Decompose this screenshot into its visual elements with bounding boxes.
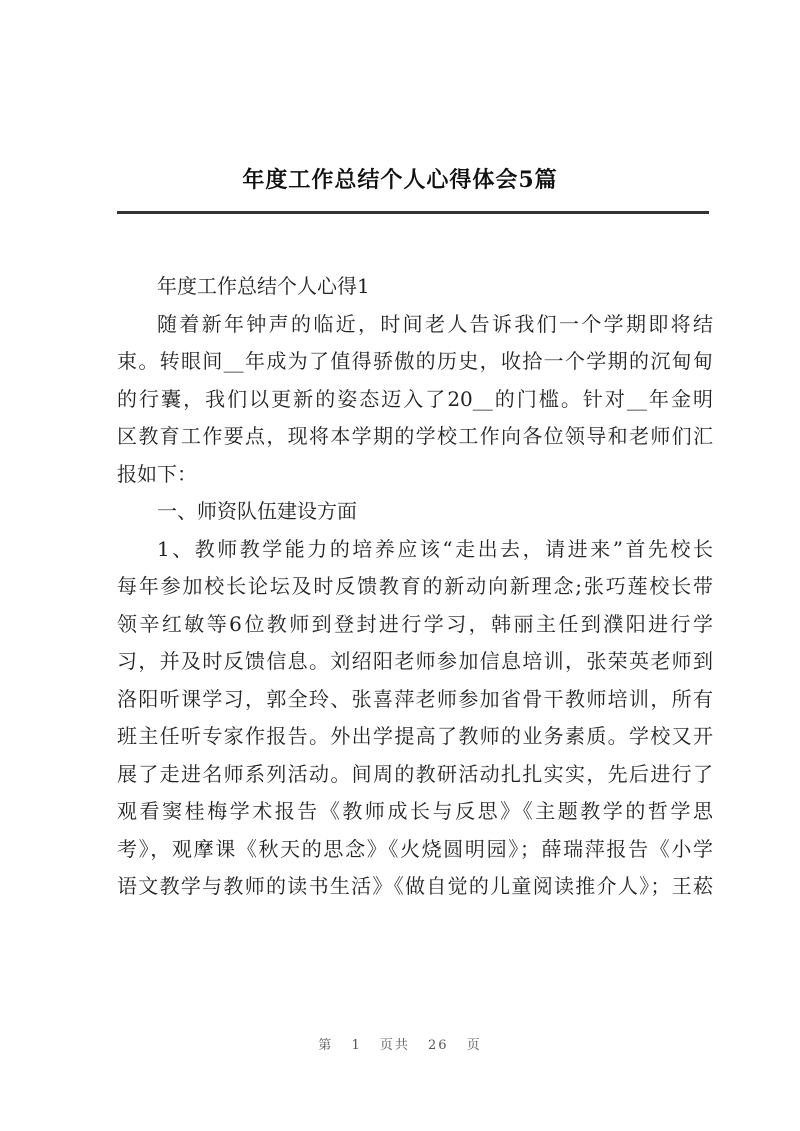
footer-suffix: 页 bbox=[466, 1038, 482, 1053]
page-total: 26 bbox=[428, 1038, 449, 1053]
paragraph-intro bbox=[117, 306, 713, 494]
text-line: 每年参加校长论坛及时反馈教育的新动向新理念;张巧莲校长带 bbox=[117, 574, 713, 598]
title-divider bbox=[117, 211, 709, 214]
page-number: 1 bbox=[351, 1038, 362, 1053]
text-line: 班主任听专家作报告。外出学提高了教师的业务素质。学校又开 bbox=[117, 724, 713, 748]
text-line: 洛阳听课学习，郭全玲、张喜萍老师参加省骨干教师培训，所有 bbox=[117, 686, 713, 711]
paragraph-teachers bbox=[117, 531, 713, 906]
text-line: 区教育工作要点，现将本学期的学校工作向各位领导和老师们汇 bbox=[117, 424, 713, 448]
section-heading bbox=[117, 268, 713, 306]
footer-prefix: 第 bbox=[318, 1038, 334, 1053]
text-line: 领辛红敏等6位教师到登封进行学习，韩丽主任到濮阳进行学 bbox=[117, 611, 713, 636]
text-line: 束。转眼间__年成为了值得骄傲的历史，收拾一个学期的沉甸甸 bbox=[117, 349, 713, 373]
text-line: 考》，观摩课《秋天的思念》《火烧圆明园》；薛瑞萍报告《小学 bbox=[117, 836, 713, 861]
text-line: 习，并及时反馈信息。刘绍阳老师参加信息培训，张荣英老师到 bbox=[117, 649, 713, 673]
footer-mid: 页共 bbox=[379, 1038, 410, 1053]
page-footer bbox=[0, 1034, 800, 1053]
text-line: 随着新年钟声的临近，时间老人告诉我们一个学期即将结 bbox=[157, 311, 713, 336]
text-line: 观看窦桂梅学术报告《教师成长与反思》《主题教学的哲学思 bbox=[117, 799, 713, 823]
document-body bbox=[117, 268, 713, 906]
text-line: 年度工作总结个人心得1 bbox=[157, 274, 370, 298]
text-line: 语文教学与教师的读书生活》《做自觉的儿童阅读推介人》；王菘 bbox=[117, 874, 713, 898]
subsection-heading bbox=[117, 493, 713, 531]
text-line: 一、师资队伍建设方面 bbox=[157, 499, 357, 523]
document-title: 年度工作总结个人心得体会5篇 bbox=[242, 167, 558, 193]
text-line: 的行囊，我们以更新的姿态迈入了20__的门槛。针对__年金明 bbox=[117, 386, 713, 411]
text-line: 1、教师教学能力的培养应该“走出去，请进来”首先校长 bbox=[157, 536, 713, 561]
text-line: 报如下： bbox=[117, 461, 197, 486]
text-line: 展了走进名师系列活动。间周的教研活动扎扎实实，先后进行了 bbox=[117, 761, 713, 786]
